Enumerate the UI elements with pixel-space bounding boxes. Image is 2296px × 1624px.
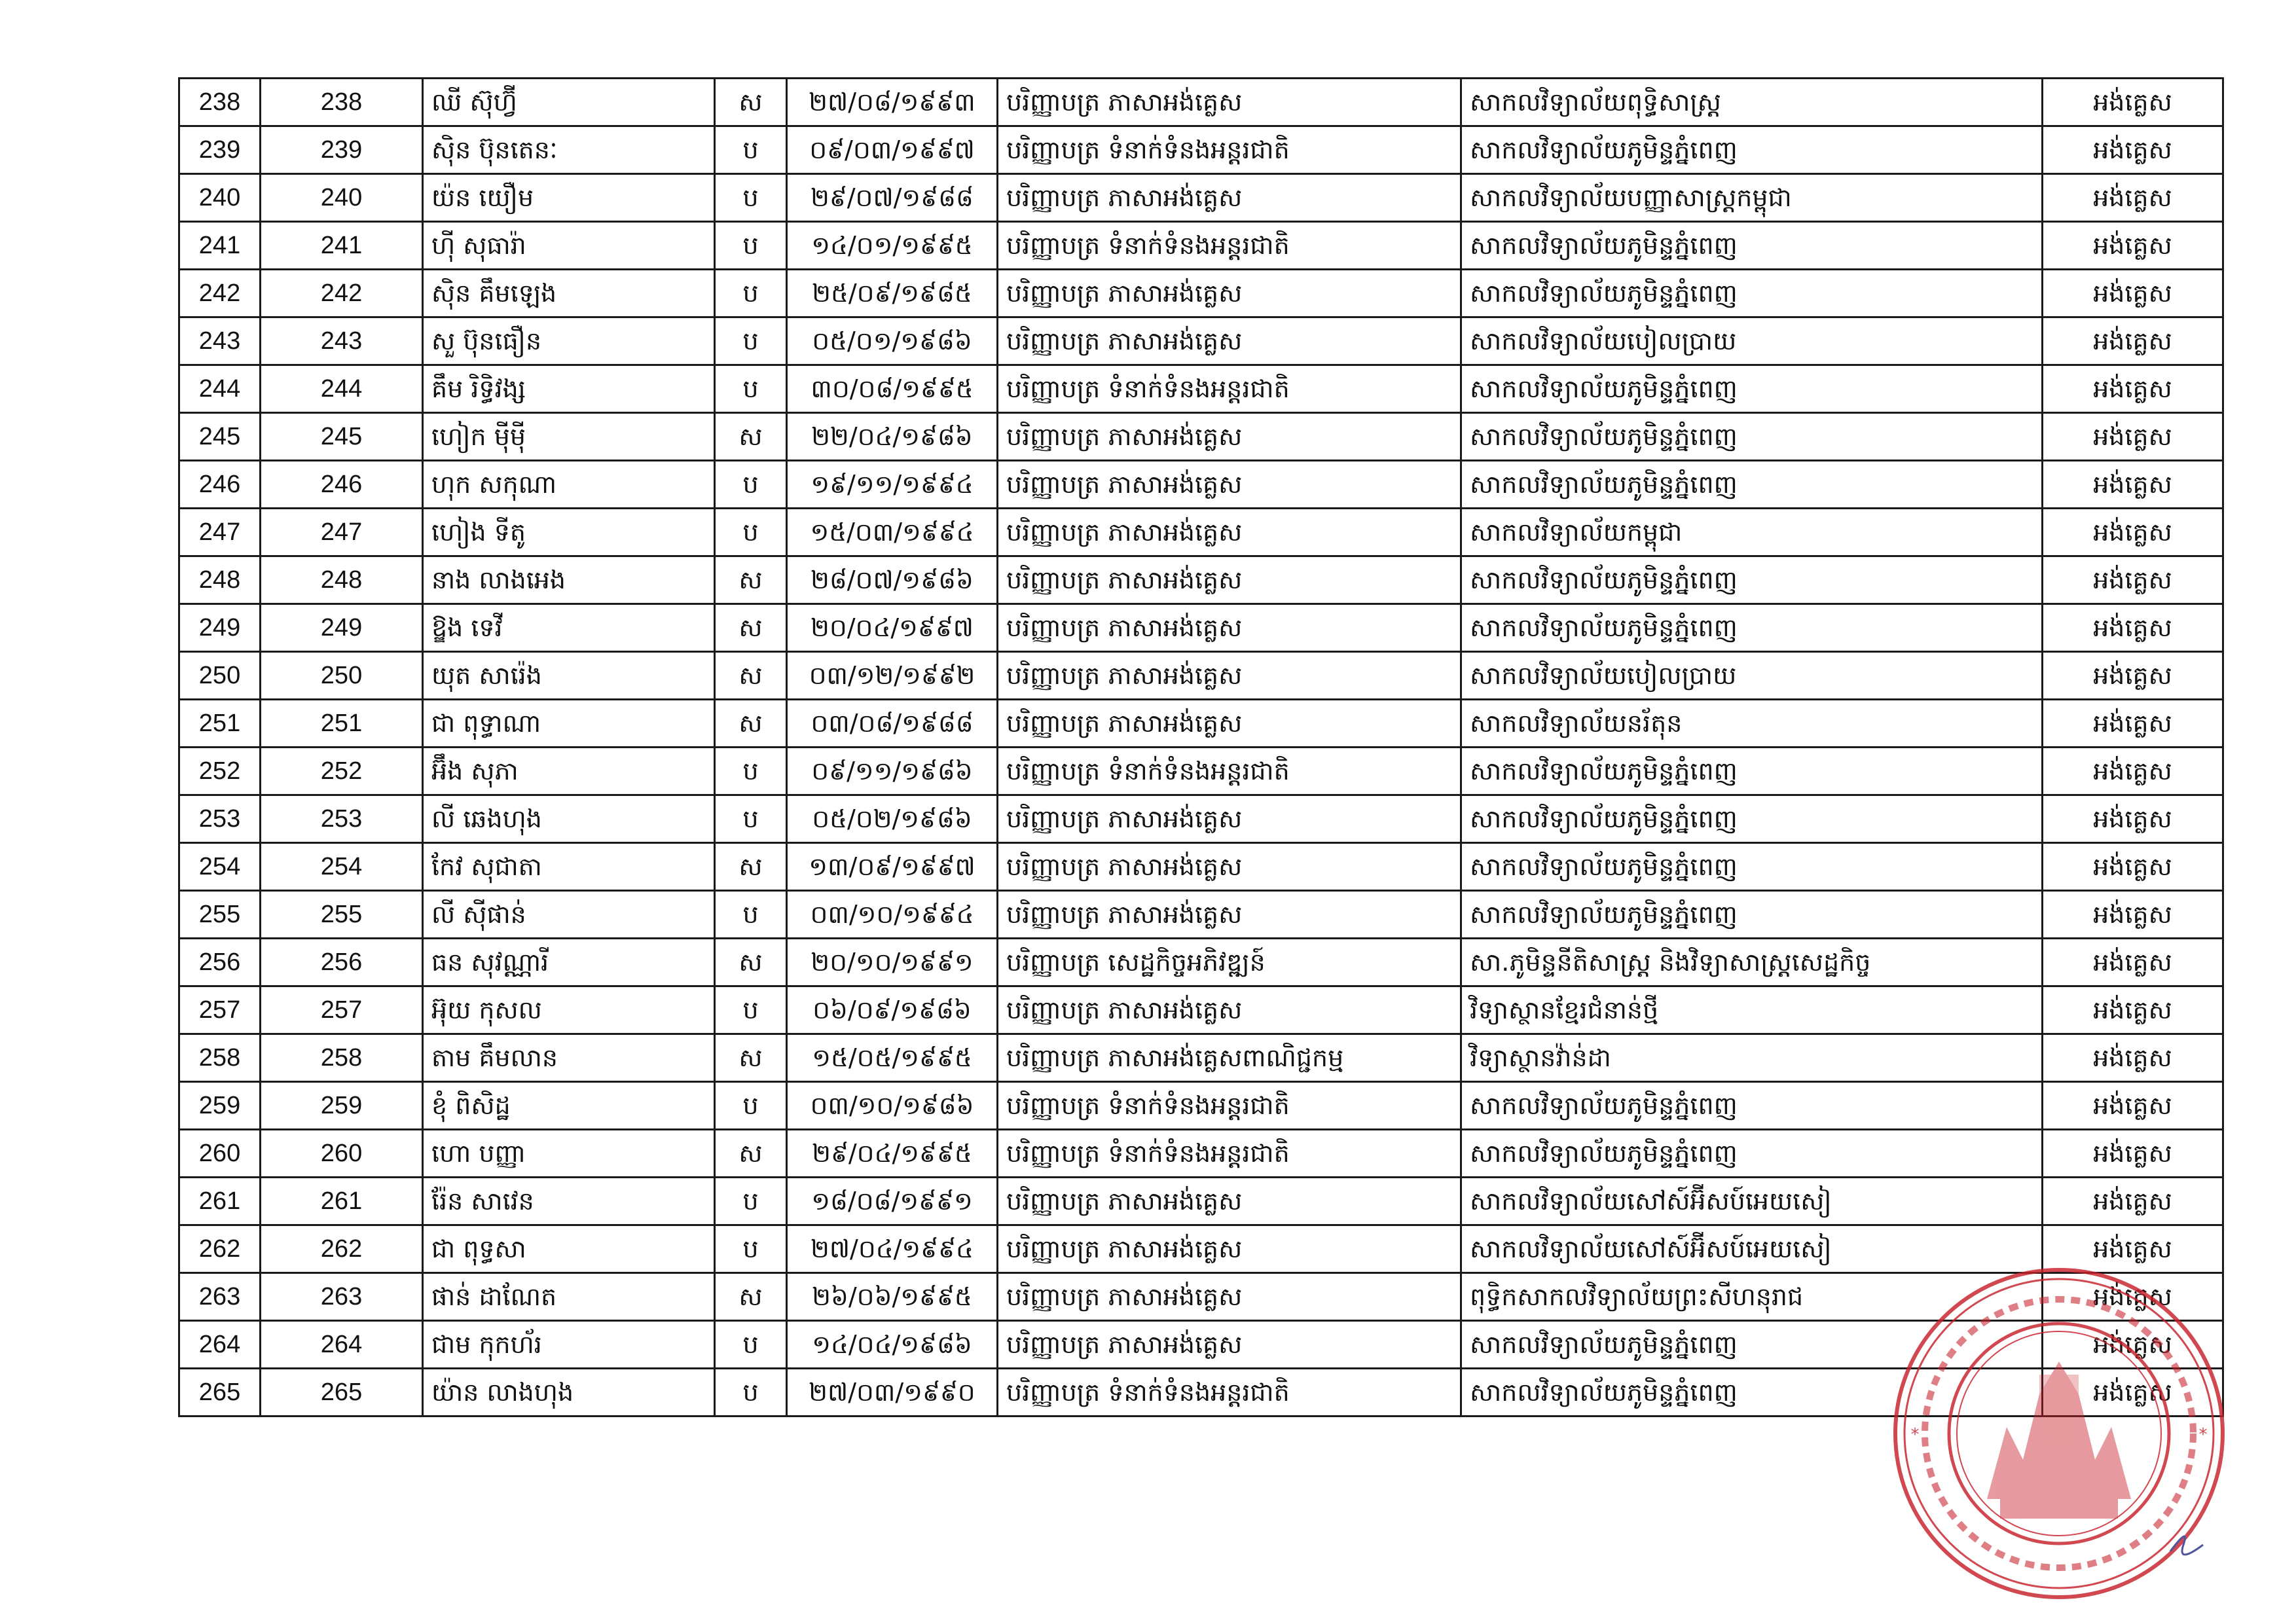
candidate-id-cell: 248 — [261, 556, 423, 604]
date-of-birth-cell: ២០/០៤/១៩៩៧ — [787, 604, 998, 652]
university-cell: វិទ្យាស្ថានខ្មែរជំនាន់ថ្មី — [1461, 986, 2043, 1034]
university-cell: សាកលវិទ្យាល័យពុទ្ធិសាស្ត្រ — [1461, 79, 2043, 126]
sex-cell: ស — [715, 556, 787, 604]
university-cell: សាកលវិទ្យាល័យភូមិន្ទភ្នំពេញ — [1461, 126, 2043, 174]
candidate-name-cell: សួ ប៊ុនធឿន — [423, 317, 715, 365]
date-of-birth-cell: ១៣/០៩/១៩៩៧ — [787, 843, 998, 891]
language-cell: អង់គ្លេស — [2043, 222, 2223, 270]
candidate-id-cell: 251 — [261, 700, 423, 748]
language-cell: អង់គ្លេស — [2043, 1225, 2223, 1273]
candidate-name-cell: ស៊ិន ប៊ុនតេនៈ — [423, 126, 715, 174]
row-number-cell: 241 — [179, 222, 261, 270]
sex-cell: ប — [715, 509, 787, 556]
row-number-cell: 261 — [179, 1178, 261, 1225]
table-row — [179, 461, 2223, 509]
row-number-cell: 259 — [179, 1082, 261, 1130]
sex-cell: ប — [715, 174, 787, 222]
date-of-birth-cell: ២០/១០/១៩៩១ — [787, 939, 998, 986]
svg-text:*: * — [1910, 1425, 1920, 1445]
language-cell: អង់គ្លេស — [2043, 1369, 2223, 1416]
table-row — [179, 1369, 2223, 1416]
row-number-cell: 249 — [179, 604, 261, 652]
row-number-cell: 254 — [179, 843, 261, 891]
candidate-id-cell: 255 — [261, 891, 423, 939]
table-row — [179, 891, 2223, 939]
candidate-name-cell: លី ស៊ីផាន់ — [423, 891, 715, 939]
degree-cell: បរិញ្ញាបត្រ ភាសាអង់គ្លេស — [998, 556, 1461, 604]
degree-cell: បរិញ្ញាបត្រ ទំនាក់ទំនងអន្តរជាតិ — [998, 1082, 1461, 1130]
sex-cell: ប — [715, 461, 787, 509]
table-row — [179, 1225, 2223, 1273]
date-of-birth-cell: ១៨/០៨/១៩៩១ — [787, 1178, 998, 1225]
university-cell: សាកលវិទ្យាល័យភូមិន្ទភ្នំពេញ — [1461, 795, 2043, 843]
candidate-name-cell: រ៉ែន សាវេន — [423, 1178, 715, 1225]
date-of-birth-cell: ១៥/០៣/១៩៩៤ — [787, 509, 998, 556]
university-cell: វិទ្យាស្ថានវ៉ាន់ដា — [1461, 1034, 2043, 1082]
degree-cell: បរិញ្ញាបត្រ ភាសាអង់គ្លេសពាណិជ្ជកម្ម — [998, 1034, 1461, 1082]
degree-cell: បរិញ្ញាបត្រ ភាសាអង់គ្លេស — [998, 1225, 1461, 1273]
degree-cell: បរិញ្ញាបត្រ ភាសាអង់គ្លេស — [998, 79, 1461, 126]
degree-cell: បរិញ្ញាបត្រ ភាសាអង់គ្លេស — [998, 1321, 1461, 1369]
candidate-id-cell: 246 — [261, 461, 423, 509]
date-of-birth-cell: ២៩/០៤/១៩៩៥ — [787, 1130, 998, 1178]
candidate-id-cell: 250 — [261, 652, 423, 700]
language-cell: អង់គ្លេស — [2043, 1034, 2223, 1082]
sex-cell: ប — [715, 748, 787, 795]
row-number-cell: 239 — [179, 126, 261, 174]
candidate-table-container — [178, 77, 2222, 1417]
language-cell: អង់គ្លេស — [2043, 1082, 2223, 1130]
table-row — [179, 222, 2223, 270]
language-cell: អង់គ្លេស — [2043, 939, 2223, 986]
table-row — [179, 365, 2223, 413]
row-number-cell: 243 — [179, 317, 261, 365]
table-row — [179, 1273, 2223, 1321]
degree-cell: បរិញ្ញាបត្រ ភាសាអង់គ្លេស — [998, 174, 1461, 222]
table-row — [179, 1082, 2223, 1130]
language-cell: អង់គ្លេស — [2043, 891, 2223, 939]
table-row — [179, 939, 2223, 986]
university-cell: សាកលវិទ្យាល័យបៀលប្រាយ — [1461, 652, 2043, 700]
degree-cell: បរិញ្ញាបត្រ សេដ្ឋកិច្ចអភិវឌ្ឍន៍ — [998, 939, 1461, 986]
date-of-birth-cell: ០៣/១២/១៩៩២ — [787, 652, 998, 700]
language-cell: អង់គ្លេស — [2043, 461, 2223, 509]
degree-cell: បរិញ្ញាបត្រ ទំនាក់ទំនងអន្តរជាតិ — [998, 365, 1461, 413]
date-of-birth-cell: ១៩/១១/១៩៩៤ — [787, 461, 998, 509]
table-row — [179, 652, 2223, 700]
university-cell: សាកលវិទ្យាល័យសៅស៍អ៊ីសប៍អេយសៀ — [1461, 1178, 2043, 1225]
candidate-id-cell: 239 — [261, 126, 423, 174]
candidate-name-cell: យ៉ាន លាងហុង — [423, 1369, 715, 1416]
date-of-birth-cell: ២៧/០៤/១៩៩៤ — [787, 1225, 998, 1273]
candidate-name-cell: គឹម រិទ្ធិវង្ស — [423, 365, 715, 413]
candidate-name-cell: ឈី ស៊ុហ្វ៊ី — [423, 79, 715, 126]
degree-cell: បរិញ្ញាបត្រ ទំនាក់ទំនងអន្តរជាតិ — [998, 748, 1461, 795]
candidate-name-cell: លី ឆេងហុង — [423, 795, 715, 843]
candidate-name-cell: ហុក សកុណា — [423, 461, 715, 509]
date-of-birth-cell: ០៣/០៨/១៩៨៨ — [787, 700, 998, 748]
date-of-birth-cell: ១៤/០១/១៩៩៥ — [787, 222, 998, 270]
candidate-name-cell: ហៀង ទីតូ — [423, 509, 715, 556]
row-number-cell: 250 — [179, 652, 261, 700]
university-cell: សាកលវិទ្យាល័យភូមិន្ទភ្នំពេញ — [1461, 365, 2043, 413]
table-row — [179, 1034, 2223, 1082]
candidate-id-cell: 261 — [261, 1178, 423, 1225]
table-row — [179, 700, 2223, 748]
candidate-id-cell: 249 — [261, 604, 423, 652]
date-of-birth-cell: ១៥/០៥/១៩៩៥ — [787, 1034, 998, 1082]
degree-cell: បរិញ្ញាបត្រ ភាសាអង់គ្លេស — [998, 270, 1461, 317]
sex-cell: ប — [715, 222, 787, 270]
row-number-cell: 246 — [179, 461, 261, 509]
university-cell: សាកលវិទ្យាល័យភូមិន្ទភ្នំពេញ — [1461, 556, 2043, 604]
row-number-cell: 245 — [179, 413, 261, 461]
date-of-birth-cell: ០៩/០៣/១៩៩៧ — [787, 126, 998, 174]
university-cell: សាកលវិទ្យាល័យភូមិន្ទភ្នំពេញ — [1461, 222, 2043, 270]
candidate-id-cell: 244 — [261, 365, 423, 413]
candidate-table — [178, 77, 2224, 1417]
row-number-cell: 255 — [179, 891, 261, 939]
university-cell: សាកលវិទ្យាល័យនរ័តុន — [1461, 700, 2043, 748]
candidate-id-cell: 243 — [261, 317, 423, 365]
candidate-id-cell: 247 — [261, 509, 423, 556]
table-row — [179, 413, 2223, 461]
candidate-id-cell: 264 — [261, 1321, 423, 1369]
candidate-id-cell: 256 — [261, 939, 423, 986]
candidate-name-cell: ធន សុវណ្ណារី — [423, 939, 715, 986]
degree-cell: បរិញ្ញាបត្រ ទំនាក់ទំនងអន្តរជាតិ — [998, 126, 1461, 174]
candidate-id-cell: 262 — [261, 1225, 423, 1273]
sex-cell: ប — [715, 1178, 787, 1225]
date-of-birth-cell: ០៩/១១/១៩៨៦ — [787, 748, 998, 795]
university-cell: សាកលវិទ្យាល័យភូមិន្ទភ្នំពេញ — [1461, 1321, 2043, 1369]
language-cell: អង់គ្លេស — [2043, 1273, 2223, 1321]
date-of-birth-cell: ២៧/០៣/១៩៩០ — [787, 1369, 998, 1416]
degree-cell: បរិញ្ញាបត្រ ភាសាអង់គ្លេស — [998, 986, 1461, 1034]
candidate-id-cell: 240 — [261, 174, 423, 222]
table-row — [179, 604, 2223, 652]
candidate-name-cell: ហ៊ី សុធារ៉ា — [423, 222, 715, 270]
date-of-birth-cell: ៣០/០៨/១៩៩៥ — [787, 365, 998, 413]
sex-cell: ប — [715, 986, 787, 1034]
language-cell: អង់គ្លេស — [2043, 317, 2223, 365]
sex-cell: ស — [715, 413, 787, 461]
date-of-birth-cell: ២៥/០៩/១៩៨៥ — [787, 270, 998, 317]
degree-cell: បរិញ្ញាបត្រ ទំនាក់ទំនងអន្តរជាតិ — [998, 1369, 1461, 1416]
language-cell: អង់គ្លេស — [2043, 270, 2223, 317]
degree-cell: បរិញ្ញាបត្រ ភាសាអង់គ្លេស — [998, 891, 1461, 939]
degree-cell: បរិញ្ញាបត្រ ភាសាអង់គ្លេស — [998, 604, 1461, 652]
sex-cell: ប — [715, 365, 787, 413]
sex-cell: ប — [715, 1369, 787, 1416]
row-number-cell: 263 — [179, 1273, 261, 1321]
candidate-id-cell: 259 — [261, 1082, 423, 1130]
date-of-birth-cell: ០៥/០២/១៩៨៦ — [787, 795, 998, 843]
candidate-name-cell: កែវ សុជាតា — [423, 843, 715, 891]
table-row — [179, 1130, 2223, 1178]
university-cell: សាកលវិទ្យាល័យភូមិន្ទភ្នំពេញ — [1461, 1082, 2043, 1130]
university-cell: សាកលវិទ្យាល័យភូមិន្ទភ្នំពេញ — [1461, 748, 2043, 795]
language-cell: អង់គ្លេស — [2043, 1321, 2223, 1369]
sex-cell: ស — [715, 700, 787, 748]
candidate-name-cell: យុត សារ៉េង — [423, 652, 715, 700]
row-number-cell: 247 — [179, 509, 261, 556]
university-cell: សាកលវិទ្យាល័យភូមិន្ទភ្នំពេញ — [1461, 1130, 2043, 1178]
row-number-cell: 265 — [179, 1369, 261, 1416]
degree-cell: បរិញ្ញាបត្រ ទំនាក់ទំនងអន្តរជាតិ — [998, 1130, 1461, 1178]
language-cell: អង់គ្លេស — [2043, 79, 2223, 126]
language-cell: អង់គ្លេស — [2043, 843, 2223, 891]
language-cell: អង់គ្លេស — [2043, 795, 2223, 843]
candidate-name-cell: ខុំ ពិសិដ្ឋ — [423, 1082, 715, 1130]
language-cell: អង់គ្លេស — [2043, 126, 2223, 174]
university-cell: សាកលវិទ្យាល័យភូមិន្ទភ្នំពេញ — [1461, 1369, 2043, 1416]
table-body — [179, 79, 2223, 1416]
candidate-id-cell: 241 — [261, 222, 423, 270]
row-number-cell: 244 — [179, 365, 261, 413]
university-cell: សាកលវិទ្យាល័យភូមិន្ទភ្នំពេញ — [1461, 413, 2043, 461]
candidate-id-cell: 265 — [261, 1369, 423, 1416]
row-number-cell: 242 — [179, 270, 261, 317]
candidate-name-cell: ឱ្ឌង ទេវី — [423, 604, 715, 652]
row-number-cell: 256 — [179, 939, 261, 986]
candidate-name-cell: តាម គឹមលាន — [423, 1034, 715, 1082]
sex-cell: ស — [715, 1130, 787, 1178]
sex-cell: ស — [715, 79, 787, 126]
university-cell: សាកលវិទ្យាល័យភូមិន្ទភ្នំពេញ — [1461, 604, 2043, 652]
table-row — [179, 986, 2223, 1034]
candidate-id-cell: 252 — [261, 748, 423, 795]
language-cell: អង់គ្លេស — [2043, 652, 2223, 700]
date-of-birth-cell: ១៤/០៤/១៩៨៦ — [787, 1321, 998, 1369]
degree-cell: បរិញ្ញាបត្រ ភាសាអង់គ្លេស — [998, 1178, 1461, 1225]
university-cell: ពុទ្ធិកសាកលវិទ្យាល័យព្រះសីហនុរាជ — [1461, 1273, 2043, 1321]
candidate-name-cell: យ៉ន យឿម — [423, 174, 715, 222]
candidate-name-cell: ហៀក ម៉ីម៉ី — [423, 413, 715, 461]
university-cell: សាកលវិទ្យាល័យសៅស៍អ៊ីសប៍អេយសៀ — [1461, 1225, 2043, 1273]
candidate-name-cell: ជាម កុកហ័រ — [423, 1321, 715, 1369]
sex-cell: ប — [715, 1321, 787, 1369]
row-number-cell: 238 — [179, 79, 261, 126]
language-cell: អង់គ្លេស — [2043, 556, 2223, 604]
table-row — [179, 795, 2223, 843]
row-number-cell: 258 — [179, 1034, 261, 1082]
degree-cell: បរិញ្ញាបត្រ ភាសាអង់គ្លេស — [998, 461, 1461, 509]
sex-cell: ស — [715, 1034, 787, 1082]
row-number-cell: 248 — [179, 556, 261, 604]
sex-cell: ប — [715, 317, 787, 365]
language-cell: អង់គ្លេស — [2043, 604, 2223, 652]
candidate-name-cell: នាង លាងអេង — [423, 556, 715, 604]
sex-cell: ប — [715, 1082, 787, 1130]
degree-cell: បរិញ្ញាបត្រ ទំនាក់ទំនងអន្តរជាតិ — [998, 222, 1461, 270]
date-of-birth-cell: ២២/០៤/១៩៨៦ — [787, 413, 998, 461]
candidate-id-cell: 253 — [261, 795, 423, 843]
degree-cell: បរិញ្ញាបត្រ ភាសាអង់គ្លេស — [998, 317, 1461, 365]
language-cell: អង់គ្លេស — [2043, 1130, 2223, 1178]
date-of-birth-cell: ២៦/០៦/១៩៩៥ — [787, 1273, 998, 1321]
candidate-id-cell: 258 — [261, 1034, 423, 1082]
language-cell: អង់គ្លេស — [2043, 509, 2223, 556]
sex-cell: ប — [715, 270, 787, 317]
candidate-id-cell: 263 — [261, 1273, 423, 1321]
sex-cell: ស — [715, 604, 787, 652]
table-row — [179, 748, 2223, 795]
candidate-id-cell: 254 — [261, 843, 423, 891]
row-number-cell: 251 — [179, 700, 261, 748]
university-cell: សាកលវិទ្យាល័យកម្ពុជា — [1461, 509, 2043, 556]
row-number-cell: 257 — [179, 986, 261, 1034]
degree-cell: បរិញ្ញាបត្រ ភាសាអង់គ្លេស — [998, 843, 1461, 891]
candidate-name-cell: អ៊ឹង សុភា — [423, 748, 715, 795]
language-cell: អង់គ្លេស — [2043, 986, 2223, 1034]
sex-cell: ស — [715, 1273, 787, 1321]
candidate-name-cell: ស៊ិន គឹមឡេង — [423, 270, 715, 317]
row-number-cell: 252 — [179, 748, 261, 795]
degree-cell: បរិញ្ញាបត្រ ភាសាអង់គ្លេស — [998, 509, 1461, 556]
date-of-birth-cell: ០៣/១០/១៩៨៦ — [787, 1082, 998, 1130]
table-row — [179, 126, 2223, 174]
candidate-name-cell: អ៊ុយ កុសល — [423, 986, 715, 1034]
degree-cell: បរិញ្ញាបត្រ ភាសាអង់គ្លេស — [998, 1273, 1461, 1321]
row-number-cell: 264 — [179, 1321, 261, 1369]
degree-cell: បរិញ្ញាបត្រ ភាសាអង់គ្លេស — [998, 795, 1461, 843]
candidate-name-cell: ផាន់ ដាណែត — [423, 1273, 715, 1321]
date-of-birth-cell: ០៥/០១/១៩៨៦ — [787, 317, 998, 365]
language-cell: អង់គ្លេស — [2043, 700, 2223, 748]
degree-cell: បរិញ្ញាបត្រ ភាសាអង់គ្លេស — [998, 700, 1461, 748]
language-cell: អង់គ្លេស — [2043, 365, 2223, 413]
language-cell: អង់គ្លេស — [2043, 413, 2223, 461]
university-cell: សា.ភូមិន្ទនីតិសាស្ត្រ និងវិទ្យាសាស្ត្រសេដ្ឋកិច្ច — [1461, 939, 2043, 986]
table-row — [179, 509, 2223, 556]
university-cell: សាកលវិទ្យាល័យបៀលប្រាយ — [1461, 317, 2043, 365]
date-of-birth-cell: ២៩/០៧/១៩៨៨ — [787, 174, 998, 222]
candidate-id-cell: 257 — [261, 986, 423, 1034]
candidate-id-cell: 260 — [261, 1130, 423, 1178]
candidate-id-cell: 242 — [261, 270, 423, 317]
row-number-cell: 260 — [179, 1130, 261, 1178]
degree-cell: បរិញ្ញាបត្រ ភាសាអង់គ្លេស — [998, 652, 1461, 700]
table-row — [179, 843, 2223, 891]
row-number-cell: 262 — [179, 1225, 261, 1273]
svg-text:*: * — [2198, 1425, 2208, 1445]
university-cell: សាកលវិទ្យាល័យភូមិន្ទភ្នំពេញ — [1461, 270, 2043, 317]
sex-cell: ស — [715, 843, 787, 891]
table-row — [179, 174, 2223, 222]
university-cell: សាកលវិទ្យាល័យភូមិន្ទភ្នំពេញ — [1461, 461, 2043, 509]
sex-cell: ប — [715, 795, 787, 843]
table-row — [179, 317, 2223, 365]
candidate-id-cell: 245 — [261, 413, 423, 461]
sex-cell: ស — [715, 652, 787, 700]
degree-cell: បរិញ្ញាបត្រ ភាសាអង់គ្លេស — [998, 413, 1461, 461]
candidate-name-cell: ជា ពុទ្ធសា — [423, 1225, 715, 1273]
table-row — [179, 270, 2223, 317]
row-number-cell: 253 — [179, 795, 261, 843]
date-of-birth-cell: ២៨/០៧/១៩៨៦ — [787, 556, 998, 604]
language-cell: អង់គ្លេស — [2043, 1178, 2223, 1225]
sex-cell: ប — [715, 1225, 787, 1273]
table-row — [179, 1178, 2223, 1225]
date-of-birth-cell: ០៣/១០/១៩៩៤ — [787, 891, 998, 939]
sex-cell: ប — [715, 891, 787, 939]
candidate-name-cell: ហោ បញ្ញា — [423, 1130, 715, 1178]
table-row — [179, 79, 2223, 126]
row-number-cell: 240 — [179, 174, 261, 222]
language-cell: អង់គ្លេស — [2043, 174, 2223, 222]
candidate-id-cell: 238 — [261, 79, 423, 126]
candidate-name-cell: ជា ពុទ្ធាណា — [423, 700, 715, 748]
date-of-birth-cell: ០៦/០៩/១៩៨៦ — [787, 986, 998, 1034]
date-of-birth-cell: ២៧/០៨/១៩៩៣ — [787, 79, 998, 126]
university-cell: សាកលវិទ្យាល័យភូមិន្ទភ្នំពេញ — [1461, 843, 2043, 891]
table-row — [179, 556, 2223, 604]
table-row — [179, 1321, 2223, 1369]
language-cell: អង់គ្លេស — [2043, 748, 2223, 795]
sex-cell: ស — [715, 939, 787, 986]
university-cell: សាកលវិទ្យាល័យភូមិន្ទភ្នំពេញ — [1461, 891, 2043, 939]
university-cell: សាកលវិទ្យាល័យបញ្ញាសាស្ត្រកម្ពុជា — [1461, 174, 2043, 222]
sex-cell: ប — [715, 126, 787, 174]
